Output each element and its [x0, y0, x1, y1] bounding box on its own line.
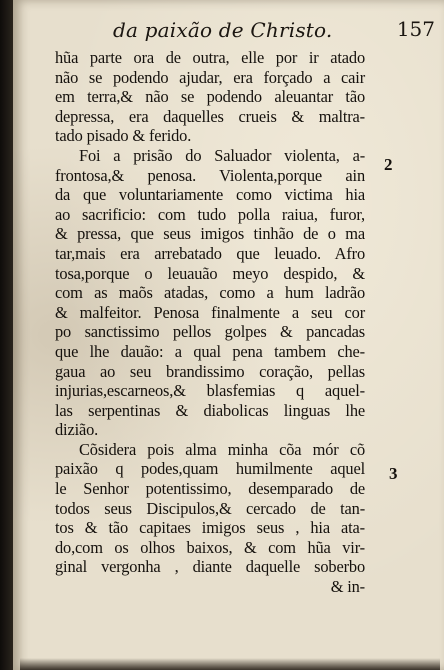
text-line: & malfeitor. Penosa finalmente a seu cor	[55, 302, 365, 322]
text-line: da que voluntariamente como victima hia	[55, 185, 365, 205]
text-line: em terra,& não se podendo aleuantar tão	[55, 87, 365, 107]
text-line: paixão q podes,quam humilmente aquel	[55, 459, 365, 479]
text-line: tar,mais era arrebatado que leuado. Afro	[55, 243, 365, 263]
text-line: injurias,escarneos,& blasfemias q aquel-	[55, 381, 365, 401]
text-line: hũa parte ora de outra, elle por ir atado	[55, 48, 365, 67]
margin-note: 2	[384, 155, 393, 174]
text-line: tado pisado & ferido.	[55, 126, 192, 146]
page-number: 157	[396, 17, 435, 41]
text-line: & in-	[330, 577, 365, 597]
book-gutter	[0, 0, 13, 670]
text-line: Cõsidera pois alma minha cõa mór cõ	[79, 439, 365, 459]
text-line: tosa,porque o leuauão meyo despido, &	[55, 263, 365, 283]
text-line: que lhe dauão: a qual pena tambem che-	[55, 341, 365, 361]
text-line: ginal vergonha , diante daquelle soberbo	[55, 557, 365, 577]
page-bottom-edge	[20, 658, 440, 670]
text-line: do,com os olhos baixos, & com hũa vir-	[55, 537, 365, 557]
running-title: da paixão de Christo.	[113, 18, 333, 42]
text-line: & pressa, que seus imigos tinhão de o ma	[55, 224, 365, 244]
text-line: tos & tão capitaes imigos seus , hia ata-	[55, 518, 365, 538]
text-line: le Senhor potentissimo, desemparado de	[55, 479, 365, 499]
page-header	[113, 14, 443, 44]
text-line: com as maõs atadas, como a hum ladrão	[55, 283, 365, 303]
text-line: las serpentinas & diabolicas linguas lhe	[55, 400, 365, 420]
text-line: depressa, era daquelles crueis & maltra-	[55, 106, 365, 126]
margin-note: 3	[389, 464, 398, 483]
book-page	[13, 0, 444, 670]
text-line: ao sacrificio: com tudo polla raiua, furor,	[55, 204, 365, 224]
text-line: frontosa,& penosa. Violenta,porque ain	[55, 165, 365, 185]
text-line: todos seus Discipulos,& cercado de tan-	[55, 498, 365, 518]
text-line: não se podendo ajudar, era forçado a cair	[55, 67, 365, 87]
text-line: gaua ao seu brandissimo coração, pellas	[55, 361, 365, 381]
body-text	[55, 48, 365, 597]
text-line: po sanctissimo pellos golpes & pancadas	[55, 322, 365, 342]
text-line: dizião.	[55, 420, 99, 440]
text-line: Foi a prisão do Saluador violenta, a-	[79, 145, 365, 165]
